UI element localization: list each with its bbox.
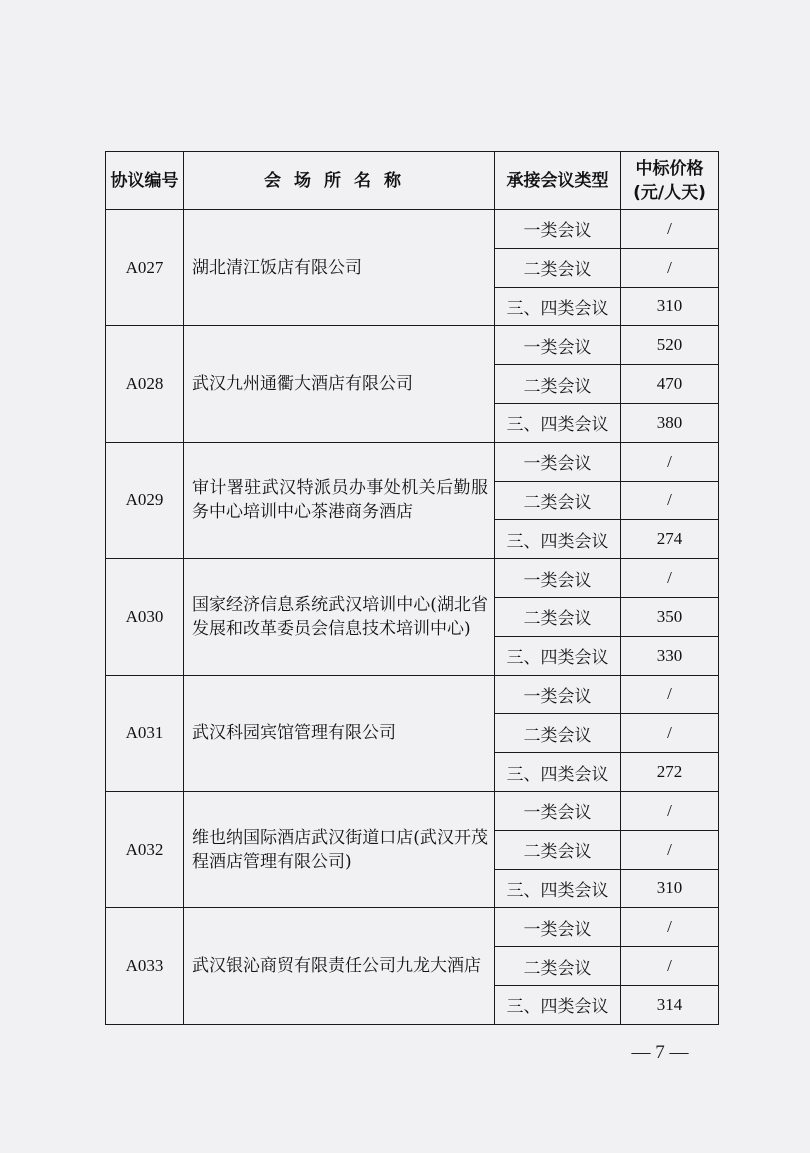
agreement-code-cell: A031	[106, 675, 184, 791]
bid-price-cell: /	[621, 947, 719, 986]
bid-price-cell: /	[621, 830, 719, 869]
bid-price-cell: 380	[621, 403, 719, 442]
table-row	[106, 791, 719, 830]
table-row	[106, 908, 719, 947]
bid-price-cell: 470	[621, 365, 719, 404]
meeting-type-cell: 三、四类会议	[495, 753, 621, 792]
bid-price-cell: /	[621, 908, 719, 947]
meeting-type-cell: 一类会议	[495, 210, 621, 249]
agreement-code-cell: A030	[106, 559, 184, 675]
table-header-row	[106, 152, 719, 210]
venue-name-cell: 国家经济信息系统武汉培训中心(湖北省发展和改革委员会信息技术培训中心)	[184, 559, 495, 675]
header-price-line1: 中标价格	[635, 158, 704, 179]
table-row	[106, 442, 719, 481]
meeting-type-cell: 二类会议	[495, 597, 621, 636]
bid-price-cell: /	[621, 714, 719, 753]
header-price-line2: (元/人天)	[633, 182, 706, 203]
meeting-type-cell: 一类会议	[495, 559, 621, 598]
venue-name-cell: 维也纳国际酒店武汉街道口店(武汉开茂程酒店管理有限公司)	[184, 791, 495, 907]
bid-price-cell: 520	[621, 326, 719, 365]
venue-price-table	[105, 151, 719, 1025]
header-meeting-type: 承接会议类型	[495, 152, 621, 210]
bid-price-cell: 272	[621, 753, 719, 792]
meeting-type-cell: 二类会议	[495, 714, 621, 753]
meeting-type-cell: 一类会议	[495, 908, 621, 947]
bid-price-cell: 310	[621, 287, 719, 326]
page-number: — 7 —	[631, 1042, 689, 1063]
bid-price-cell: /	[621, 481, 719, 520]
bid-price-cell: /	[621, 675, 719, 714]
bid-price-cell: 274	[621, 520, 719, 559]
agreement-code-cell: A028	[106, 326, 184, 442]
table-body	[106, 210, 719, 1025]
bid-price-cell: /	[621, 442, 719, 481]
table-row	[106, 675, 719, 714]
table-row	[106, 559, 719, 598]
bid-price-cell: 330	[621, 636, 719, 675]
bid-price-cell: /	[621, 791, 719, 830]
meeting-type-cell: 一类会议	[495, 442, 621, 481]
venue-name-cell: 武汉九州通衢大酒店有限公司	[184, 326, 495, 442]
venue-name-cell: 武汉科园宾馆管理有限公司	[184, 675, 495, 791]
venue-name-cell: 湖北清江饭店有限公司	[184, 210, 495, 326]
meeting-type-cell: 三、四类会议	[495, 287, 621, 326]
bid-price-cell: /	[621, 248, 719, 287]
bid-price-cell: 310	[621, 869, 719, 908]
header-venue: 会场所名称	[184, 152, 495, 210]
bid-price-cell: /	[621, 559, 719, 598]
agreement-code-cell: A032	[106, 791, 184, 907]
meeting-type-cell: 三、四类会议	[495, 869, 621, 908]
agreement-code-cell: A033	[106, 908, 184, 1024]
venue-name-cell: 审计署驻武汉特派员办事处机关后勤服务中心培训中心茶港商务酒店	[184, 442, 495, 558]
meeting-type-cell: 二类会议	[495, 248, 621, 287]
meeting-type-cell: 一类会议	[495, 326, 621, 365]
meeting-type-cell: 一类会议	[495, 791, 621, 830]
meeting-type-cell: 一类会议	[495, 675, 621, 714]
table-row	[106, 210, 719, 249]
meeting-type-cell: 三、四类会议	[495, 636, 621, 675]
meeting-type-cell: 二类会议	[495, 830, 621, 869]
venue-name-cell: 武汉银沁商贸有限责任公司九龙大酒店	[184, 908, 495, 1024]
meeting-type-cell: 三、四类会议	[495, 985, 621, 1024]
agreement-code-cell: A029	[106, 442, 184, 558]
agreement-code-cell: A027	[106, 210, 184, 326]
meeting-type-cell: 二类会议	[495, 947, 621, 986]
meeting-type-cell: 三、四类会议	[495, 403, 621, 442]
header-price	[621, 152, 719, 210]
bid-price-cell: /	[621, 210, 719, 249]
header-code: 协议编号	[106, 152, 184, 210]
bid-price-cell: 350	[621, 597, 719, 636]
meeting-type-cell: 三、四类会议	[495, 520, 621, 559]
bid-price-cell: 314	[621, 985, 719, 1024]
meeting-type-cell: 二类会议	[495, 365, 621, 404]
meeting-type-cell: 二类会议	[495, 481, 621, 520]
table-row	[106, 326, 719, 365]
